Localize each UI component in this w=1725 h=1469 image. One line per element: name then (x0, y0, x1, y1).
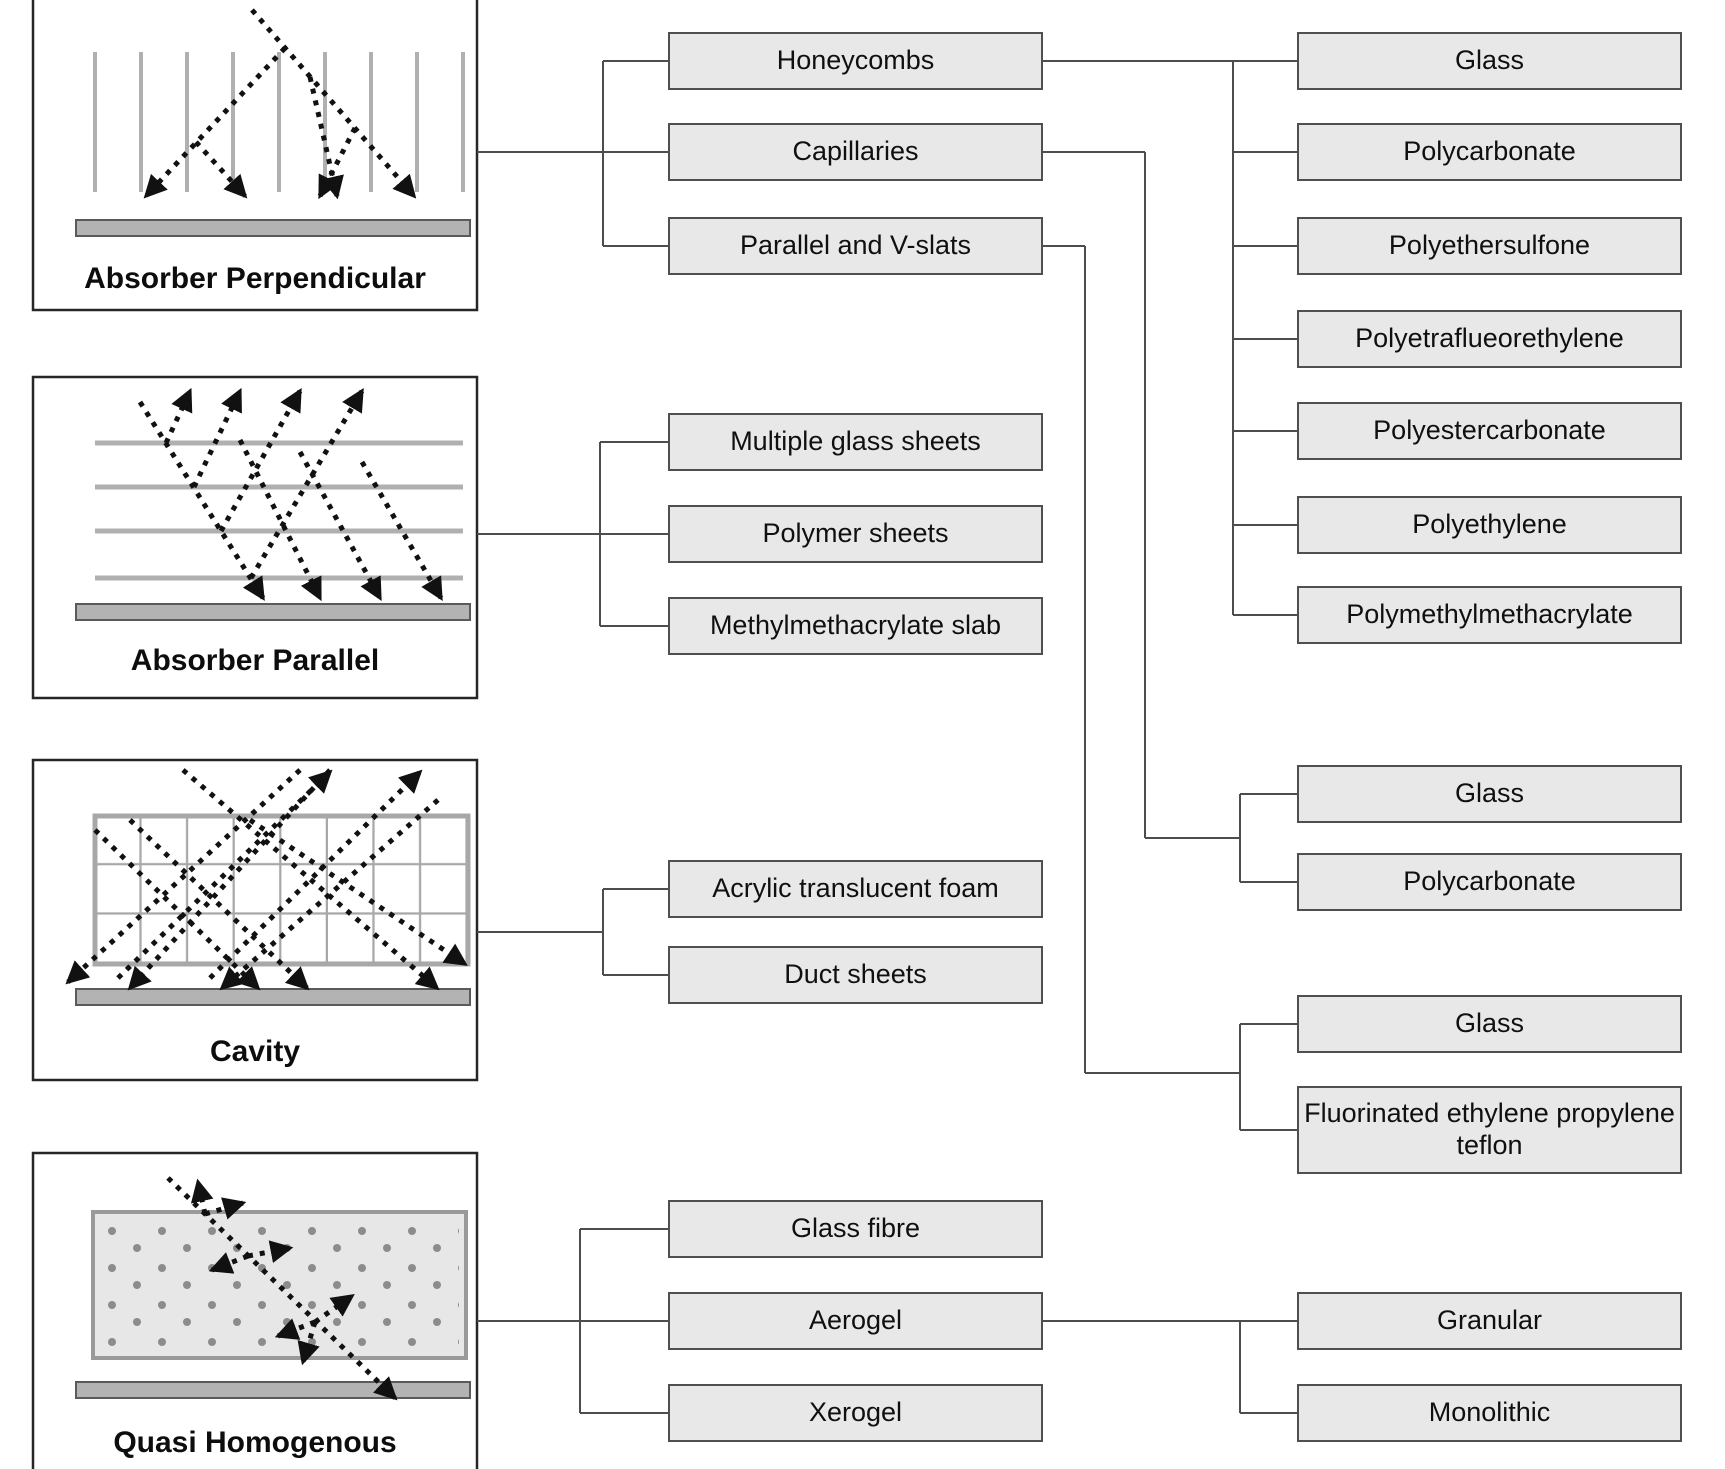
absorber-bar (76, 604, 470, 620)
panel-title-cavity: Cavity (209, 1035, 301, 1068)
type-node-multiple-glass-sheets: Multiple glass sheets (668, 413, 1043, 471)
absorber-bar (76, 989, 470, 1005)
type-node-polymer-sheets: Polymer sheets (668, 505, 1043, 563)
material-node-polyetraflueorethylene: Polyetraflueorethylene (1297, 310, 1682, 368)
type-node-honeycombs: Honeycombs (668, 32, 1043, 90)
type-node-xerogel: Xerogel (668, 1384, 1043, 1442)
type-node-acrylic-translucent-foam: Acrylic translucent foam (668, 860, 1043, 918)
material-node-monolithic: Monolithic (1297, 1384, 1682, 1442)
type-node-methylmethacrylate-slab: Methylmethacrylate slab (668, 597, 1043, 655)
material-node-polycarbonate-1: Polycarbonate (1297, 123, 1682, 181)
material-node-polyestercarbonate: Polyestercarbonate (1297, 402, 1682, 460)
panel-title-absorber-perpendicular: Absorber Perpendicular (84, 262, 426, 295)
material-node-glass-3: Glass (1297, 995, 1682, 1053)
material-node-glass-1: Glass (1297, 32, 1682, 90)
absorber-bar (76, 220, 470, 236)
material-node-fluorinated-ethylene-propylene-teflon: Fluorinated ethylene propylene teflon (1297, 1086, 1682, 1174)
speckle-dots (100, 1219, 459, 1351)
material-node-polycarbonate-2: Polycarbonate (1297, 853, 1682, 911)
panel-title-quasi-homogenous: Quasi Homogenous (113, 1426, 397, 1459)
type-node-glass-fibre: Glass fibre (668, 1200, 1043, 1258)
type-node-aerogel: Aerogel (668, 1292, 1043, 1350)
material-node-polyethylene: Polyethylene (1297, 496, 1682, 554)
type-node-parallel-v-slats: Parallel and V-slats (668, 217, 1043, 275)
material-node-granular: Granular (1297, 1292, 1682, 1350)
material-node-glass-2: Glass (1297, 765, 1682, 823)
type-node-duct-sheets: Duct sheets (668, 946, 1043, 1004)
panel-title-absorber-parallel: Absorber Parallel (130, 644, 380, 677)
material-node-polymethylmethacrylate: Polymethylmethacrylate (1297, 586, 1682, 644)
type-node-capillaries: Capillaries (668, 123, 1043, 181)
material-node-polyethersulfone: Polyethersulfone (1297, 217, 1682, 275)
absorber-bar (76, 1382, 470, 1398)
